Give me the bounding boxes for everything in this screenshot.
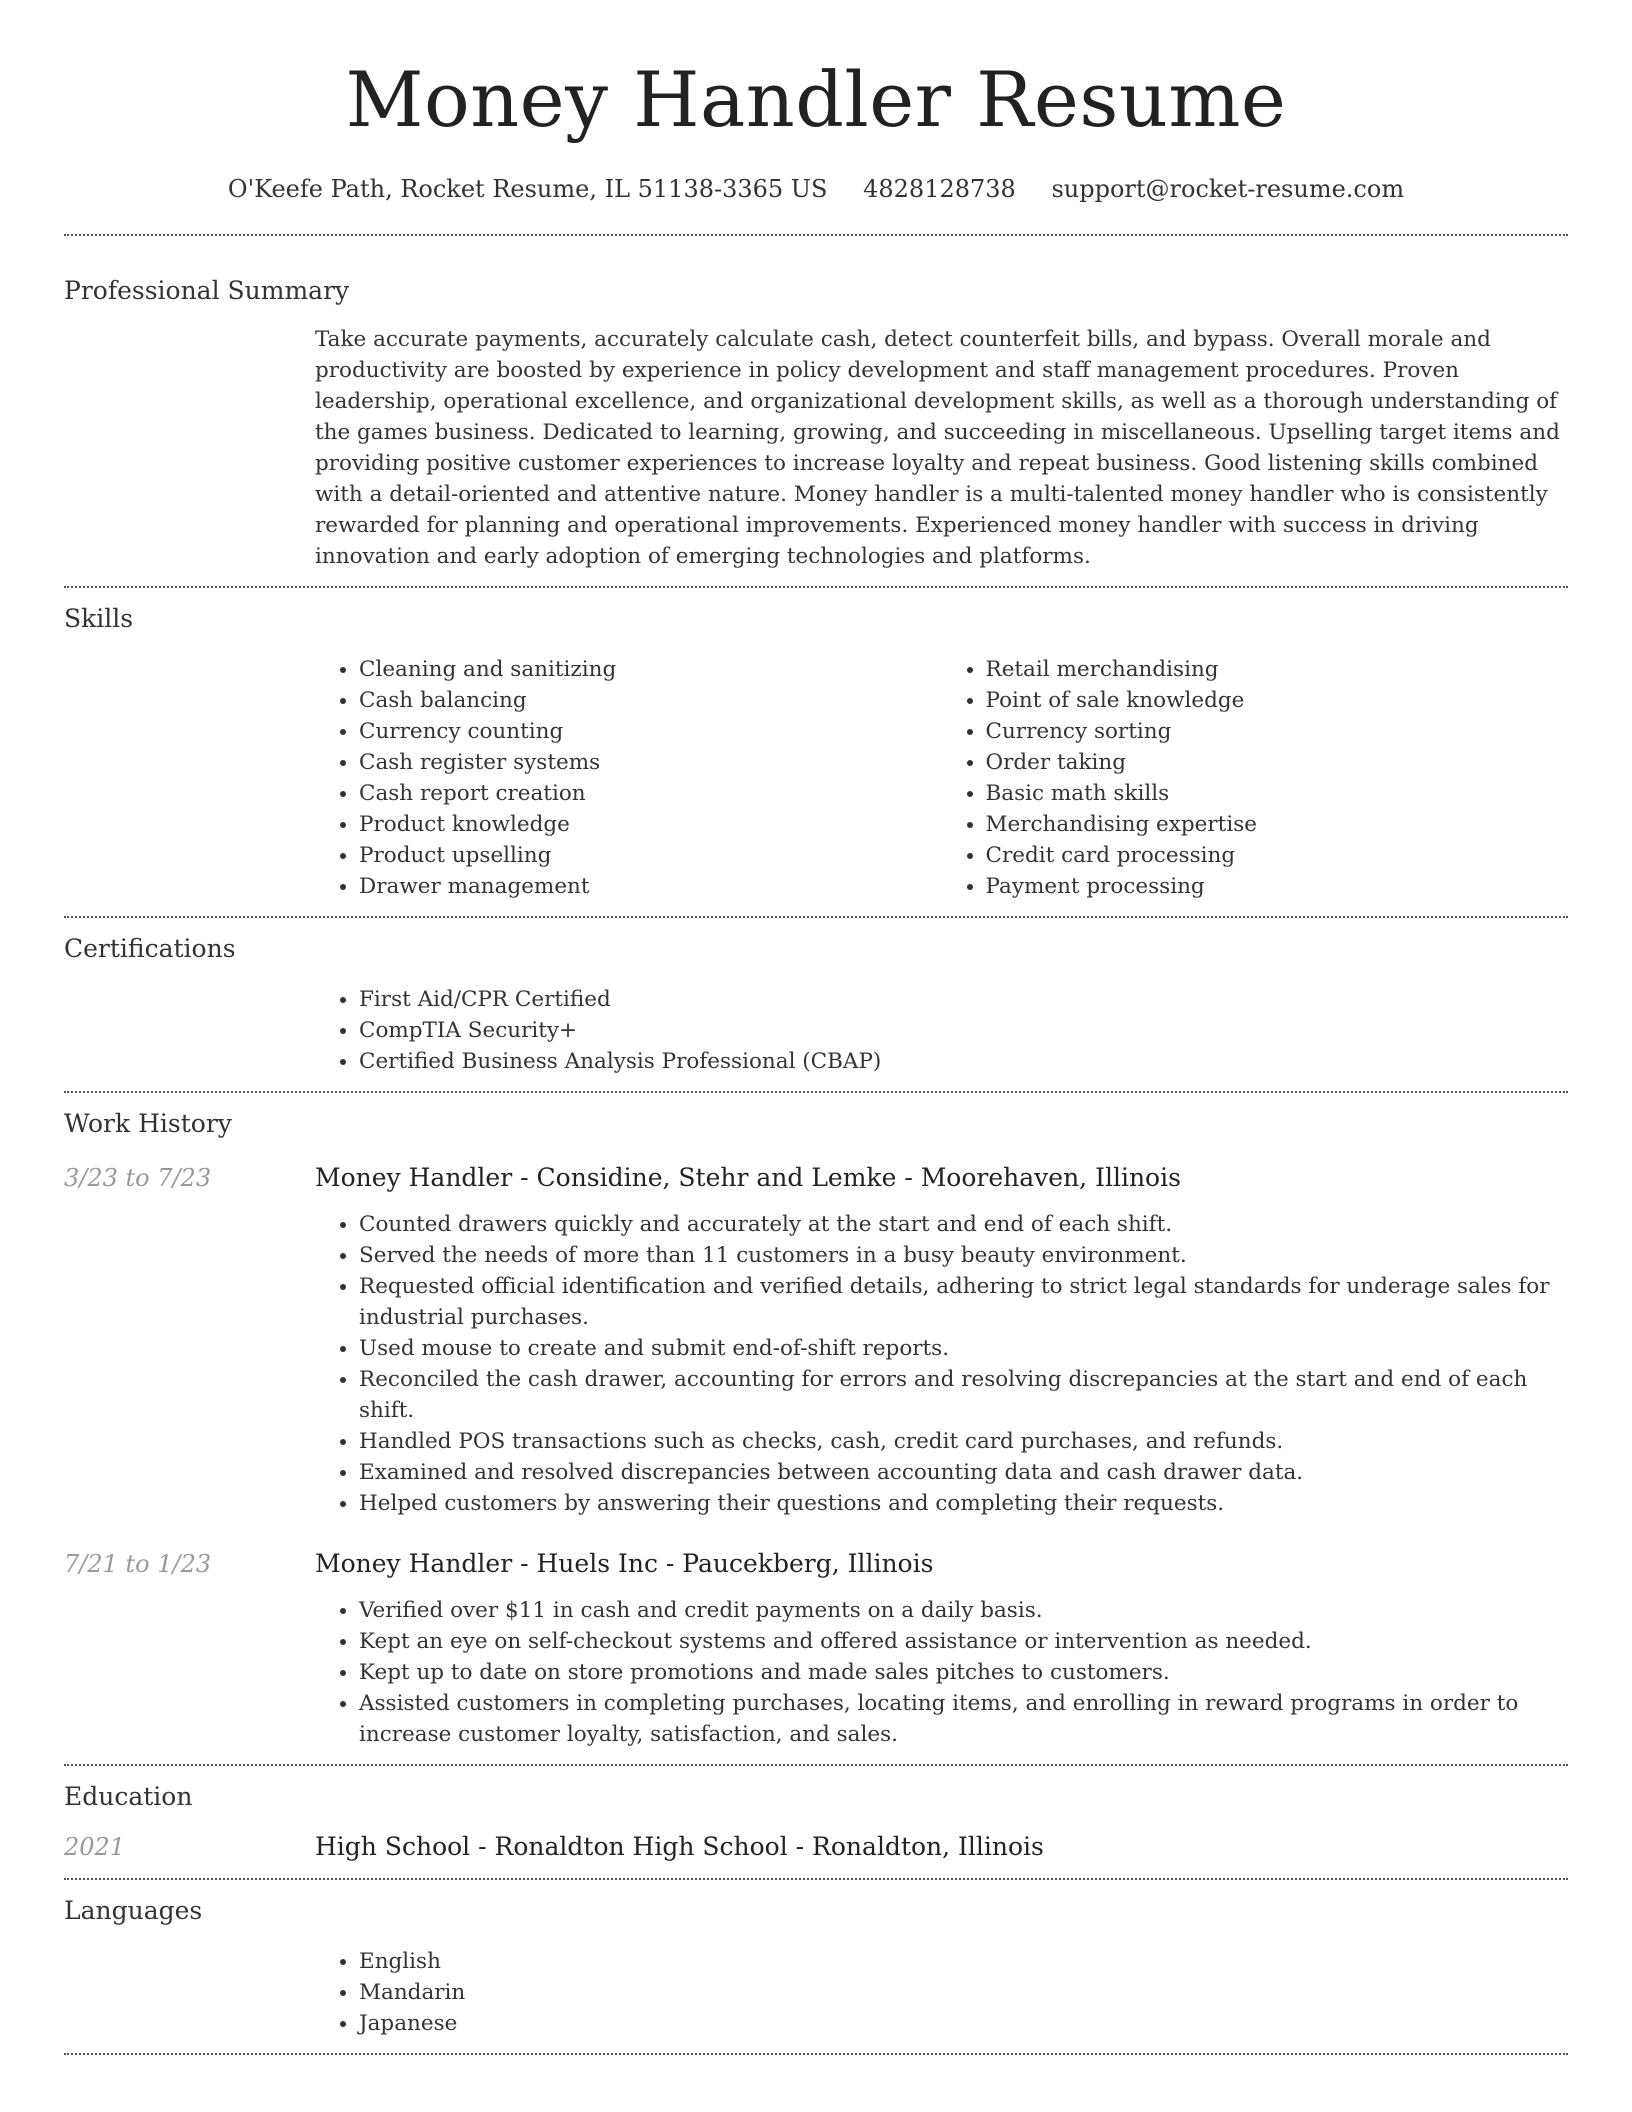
list-item: • Cash balancing (359, 685, 942, 716)
list-item: • Cash register systems (359, 747, 942, 778)
job-title: Money Handler - Considine, Stehr and Lemke - Moorehaven, Illinois (315, 1163, 1181, 1192)
list-item: • Examined and resolved discrepancies between accounting data and cash drawer data. (359, 1457, 1568, 1488)
resume-title: Money Handler Resume (345, 55, 1287, 144)
skills-list-right (942, 654, 1569, 902)
list-item: • Order taking (986, 747, 1569, 778)
job-title: Money Handler - Huels Inc - Paucekberg, Illinois (315, 1549, 934, 1578)
contact-line (64, 172, 1568, 206)
list-item: • Cleaning and sanitizing (359, 654, 942, 685)
list-item: • Basic math skills (986, 778, 1569, 809)
list-item: • Kept an eye on self-checkout systems and offered assistance or intervention as needed. (359, 1626, 1568, 1657)
list-item: • Helped customers by answering their questions and completing their requests. (359, 1488, 1568, 1519)
languages-list (315, 1946, 1568, 2039)
job-date: 7/21 to 1/23 (64, 1550, 212, 1578)
list-item: • CompTIA Security+ (359, 1015, 1568, 1046)
list-item: • Cash report creation (359, 778, 942, 809)
work-history-section (64, 1093, 1568, 1764)
certifications-section (64, 918, 1568, 1091)
list-item: • Assisted customers in completing purchases, locating items, and enrolling in reward programs in order to increase customer loyalty, satisfaction, and sales. (359, 1688, 1568, 1750)
contact-email: support@rocket-resume.com (1051, 175, 1405, 203)
section-title-languages: Languages (64, 1896, 203, 1925)
summary-text: Take accurate payments, accurately calculate cash, detect counterfeit bills, and bypass. Overall morale and productivity are boosted by experience in policy development and staff management procedures. Proven leadership, operational excellence, and organizational development skills, as well as a thorough understanding of the games business. Dedicated to learning, growing, and succeeding in miscellaneous. Upselling target items and providing positive customer experiences to increase loyalty and repeat business. Good listening skills combined with a detail-oriented and attentive nature. Money handler is a multi-talented money handler who is consistently rewarded for planning and operational improvements. Experienced money handler with success in driving innovation and early adoption of emerging technologies and platforms. (315, 327, 1560, 569)
list-item: • Mandarin (359, 1977, 1568, 2008)
list-item: • Retail merchandising (986, 654, 1569, 685)
education-entry: High School - Ronaldton High School - Ronaldton, Illinois (315, 1832, 1044, 1861)
section-divider (64, 2053, 1568, 2055)
contact-phone: 4828128738 (863, 175, 1016, 203)
list-item: • Counted drawers quickly and accurately at the start and end of each shift. (359, 1209, 1568, 1240)
list-item: • Product knowledge (359, 809, 942, 840)
certifications-list (315, 984, 1568, 1077)
resume-header (64, 0, 1568, 206)
job-entry (64, 1161, 1568, 1519)
list-item: • Kept up to date on store promotions and made sales pitches to customers. (359, 1657, 1568, 1688)
job-entry (64, 1547, 1568, 1750)
list-item: • Reconciled the cash drawer, accounting for errors and resolving discrepancies at the start and end of each shift. (359, 1364, 1568, 1426)
job-bullet-list (315, 1595, 1568, 1750)
contact-address: O'Keefe Path, Rocket Resume, IL 51138-3365 US (227, 175, 828, 203)
list-item: • Point of sale knowledge (986, 685, 1569, 716)
list-item: • Product upselling (359, 840, 942, 871)
list-item: • Drawer management (359, 871, 942, 902)
list-item: • Used mouse to create and submit end-of-shift reports. (359, 1333, 1568, 1364)
section-title-certifications: Certifications (64, 934, 236, 963)
section-title-education: Education (64, 1782, 193, 1811)
list-item: • Certified Business Analysis Professional (CBAP) (359, 1046, 1568, 1077)
list-item: • First Aid/CPR Certified (359, 984, 1568, 1015)
list-item: • Verified over $11 in cash and credit payments on a daily basis. (359, 1595, 1568, 1626)
section-title-summary: Professional Summary (64, 276, 350, 305)
section-title-skills: Skills (64, 604, 134, 633)
education-date: 2021 (64, 1833, 126, 1861)
skills-list-left (315, 654, 942, 902)
list-item: • Currency sorting (986, 716, 1569, 747)
job-date: 3/23 to 7/23 (64, 1164, 212, 1192)
list-item: • English (359, 1946, 1568, 1977)
list-item: • Requested official identification and verified details, adhering to strict legal standards for underage sales for industrial purchases. (359, 1271, 1568, 1333)
list-item: • Payment processing (986, 871, 1569, 902)
education-section (64, 1766, 1568, 1878)
skills-section (64, 588, 1568, 916)
languages-section (64, 1880, 1568, 2053)
job-bullet-list (315, 1209, 1568, 1519)
list-item: • Merchandising expertise (986, 809, 1569, 840)
summary-section (64, 236, 1568, 586)
list-item: • Currency counting (359, 716, 942, 747)
list-item: • Served the needs of more than 11 customers in a busy beauty environment. (359, 1240, 1568, 1271)
resume-page (64, 0, 1568, 2055)
list-item: • Handled POS transactions such as checks, cash, credit card purchases, and refunds. (359, 1426, 1568, 1457)
section-title-work: Work History (64, 1109, 232, 1138)
list-item: • Japanese (359, 2008, 1568, 2039)
list-item: • Credit card processing (986, 840, 1569, 871)
